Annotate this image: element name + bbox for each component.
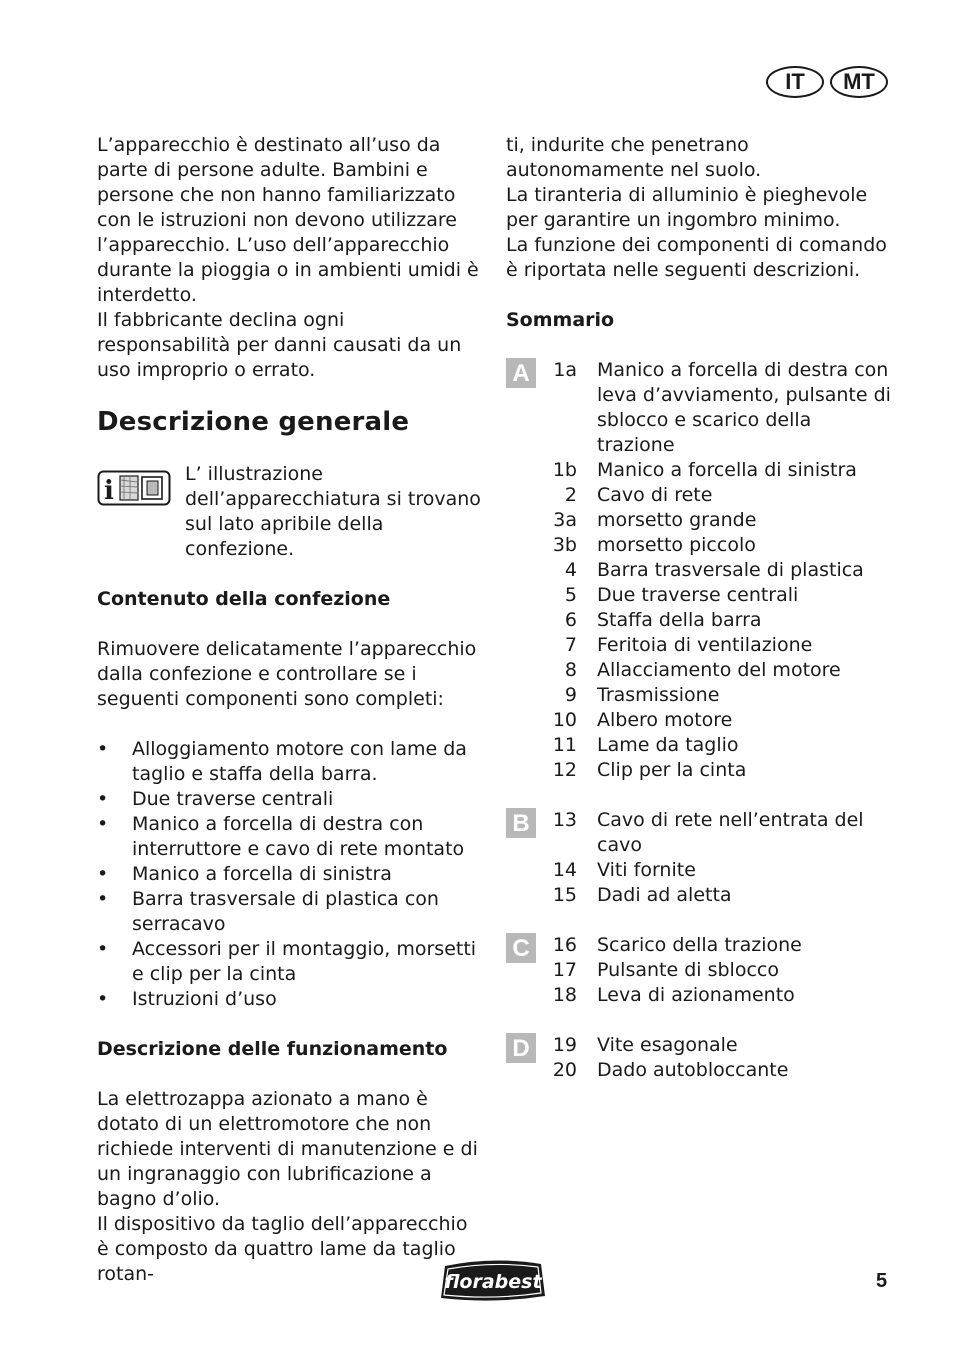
summary-item-number: 5 — [564, 584, 577, 606]
summary-item-number: 4 — [564, 559, 577, 581]
summary-item-number: 6 — [564, 609, 577, 631]
summary-item — [506, 733, 891, 758]
summary-item — [506, 633, 891, 658]
language-badges — [766, 66, 888, 98]
liability-paragraph: Il fabbricante declina ogni responsabilità per danni causati da un uso improprio o errato. — [97, 309, 462, 381]
info-note — [97, 462, 482, 562]
summary-item-label: Barra trasversale di plastica — [597, 559, 864, 581]
summary-group — [506, 358, 891, 783]
summary-item — [506, 608, 891, 633]
list-item: • Alloggiamento motore con lame da taglio e staffa della barra. — [97, 737, 482, 787]
summary-item — [506, 883, 891, 908]
list-item: • Barra trasversale di plastica con serracavo — [97, 887, 482, 937]
summary-item — [506, 1033, 891, 1058]
function-paragraph-2-start: Il dispositivo da taglio dell’apparecchio è composto da quattro lame da taglio rotan- — [97, 1213, 468, 1285]
summary-item — [506, 1058, 891, 1083]
summary-item — [506, 483, 891, 508]
summary-item — [506, 858, 891, 883]
page-number: 5 — [876, 1270, 888, 1292]
summary-list — [506, 358, 891, 1083]
summary-item-label: Staffa della barra — [597, 609, 762, 631]
summary-item — [506, 458, 891, 483]
list-item: • Manico a forcella di destra con interruttore e cavo di rete montato — [97, 812, 482, 862]
summary-item-number: 16 — [552, 934, 577, 956]
summary-item-label: Clip per la cinta — [597, 759, 747, 781]
summary-item-number: 3a — [553, 509, 577, 531]
figure-letter-badge: B — [506, 808, 536, 838]
summary-item-label: Due traverse centrali — [597, 584, 799, 606]
summary-item — [506, 958, 891, 983]
summary-item-number: 7 — [564, 634, 577, 656]
right-column — [506, 133, 891, 1083]
summary-item-number: 13 — [552, 809, 577, 831]
summary-item-label: Lame da taglio — [597, 734, 739, 756]
summary-title: Sommario — [506, 309, 615, 331]
list-item: • Istruzioni d’uso — [97, 987, 482, 1012]
summary-item — [506, 758, 891, 783]
summary-item-label: morsetto piccolo — [597, 534, 756, 556]
summary-item-label: Pulsante di sblocco — [597, 959, 779, 981]
summary-item-number: 1b — [552, 459, 577, 481]
info-book-icon — [97, 470, 171, 506]
summary-item-label: Leva di azionamento — [597, 984, 795, 1006]
summary-item — [506, 508, 891, 533]
intro-paragraph: L’apparecchio è destinato all’uso da parte di persone adulte. Bambini e persone che non hanno familiarizzato con le istruzioni non devono utilizzare l’apparecchio. L’uso dell’apparecchio durante la pioggia o in ambienti umidi è interdetto. — [97, 134, 479, 306]
figure-letter-badge: A — [506, 358, 536, 388]
summary-item-label: Scarico della trazione — [597, 934, 802, 956]
summary-item-label: Albero motore — [597, 709, 733, 731]
summary-item-number: 12 — [552, 759, 577, 781]
summary-item-label: morsetto grande — [597, 509, 757, 531]
summary-item — [506, 583, 891, 608]
list-item: • Accessori per il montaggio, morsetti e clip per la cinta — [97, 937, 482, 987]
summary-item-label: Dado autobloccante — [597, 1059, 789, 1081]
function-paragraph-2-end: ti, indurite che penetrano autonomamente nel suolo. — [506, 134, 762, 181]
summary-item — [506, 983, 891, 1008]
function-paragraph-1: La elettrozappa azionato a mano è dotato di un elettromotore che non richiede interventi di manutenzione e di un ingranaggio con lubrificazione a bagno d’olio. — [97, 1088, 478, 1210]
summary-item-number: 11 — [552, 734, 577, 756]
contents-title: Contenuto della confezione — [97, 588, 391, 610]
summary-group — [506, 808, 891, 908]
summary-item-number: 20 — [552, 1059, 577, 1081]
summary-item — [506, 558, 891, 583]
summary-item — [506, 683, 891, 708]
summary-item-number: 1a — [553, 359, 577, 381]
summary-item-label: Cavo di rete nell’entrata del cavo — [597, 809, 864, 856]
language-badge-mt: MT — [830, 66, 888, 98]
summary-group — [506, 1033, 891, 1083]
summary-group — [506, 933, 891, 1008]
summary-item — [506, 933, 891, 958]
summary-item — [506, 658, 891, 683]
summary-item — [506, 358, 891, 458]
summary-item — [506, 533, 891, 558]
summary-item-label: Cavo di rete — [597, 484, 713, 506]
left-column — [97, 133, 482, 1287]
summary-item-number: 9 — [564, 684, 577, 706]
figure-letter-badge: C — [506, 933, 536, 963]
summary-item-number: 10 — [552, 709, 577, 731]
contents-list — [97, 737, 482, 1012]
summary-item-number: 3b — [552, 534, 577, 556]
svg-text:i: i — [104, 476, 114, 506]
summary-item-label: Viti fornite — [597, 859, 696, 881]
function-paragraph-4: La funzione dei componenti di comando è riportata nelle seguenti descrizioni. — [506, 234, 887, 281]
summary-item-number: 17 — [552, 959, 577, 981]
summary-item-label: Dadi ad aletta — [597, 884, 732, 906]
contents-intro: Rimuovere delicatamente l’apparecchio dalla confezione e controllare se i seguenti componenti sono completi: — [97, 638, 477, 710]
summary-item-number: 18 — [552, 984, 577, 1006]
section-title: Descrizione generale — [97, 407, 410, 437]
summary-item-label: Allacciamento del motore — [597, 659, 841, 681]
function-paragraph-3: La tiranteria di alluminio è pieghevole per garantire un ingombro minimo. — [506, 184, 868, 231]
summary-item-label: Trasmissione — [597, 684, 720, 706]
list-item: • Due traverse centrali — [97, 787, 482, 812]
summary-item — [506, 808, 891, 858]
figure-letter-badge: D — [506, 1033, 536, 1063]
summary-item-label: Vite esagonale — [597, 1034, 738, 1056]
florabest-logo — [437, 1258, 549, 1304]
info-text: L’ illustrazione dell’apparecchiatura si trovano sul lato apribile della confezione. — [185, 463, 481, 560]
summary-item-number: 2 — [564, 484, 577, 506]
summary-item-label: Manico a forcella di destra con leva d’avviamento, pulsante di sblocco e scarico della trazione — [597, 359, 891, 456]
summary-item-label: Feritoia di ventilazione — [597, 634, 813, 656]
summary-item-label: Manico a forcella di sinistra — [597, 459, 857, 481]
summary-item-number: 14 — [552, 859, 577, 881]
summary-item — [506, 708, 891, 733]
summary-item-number: 15 — [552, 884, 577, 906]
summary-item-number: 19 — [552, 1034, 577, 1056]
function-title: Descrizione delle funzionamento — [97, 1038, 448, 1060]
svg-text:florabest: florabest — [444, 1271, 542, 1293]
summary-item-number: 8 — [564, 659, 577, 681]
language-badge-it: IT — [766, 66, 824, 98]
list-item: • Manico a forcella di sinistra — [97, 862, 482, 887]
